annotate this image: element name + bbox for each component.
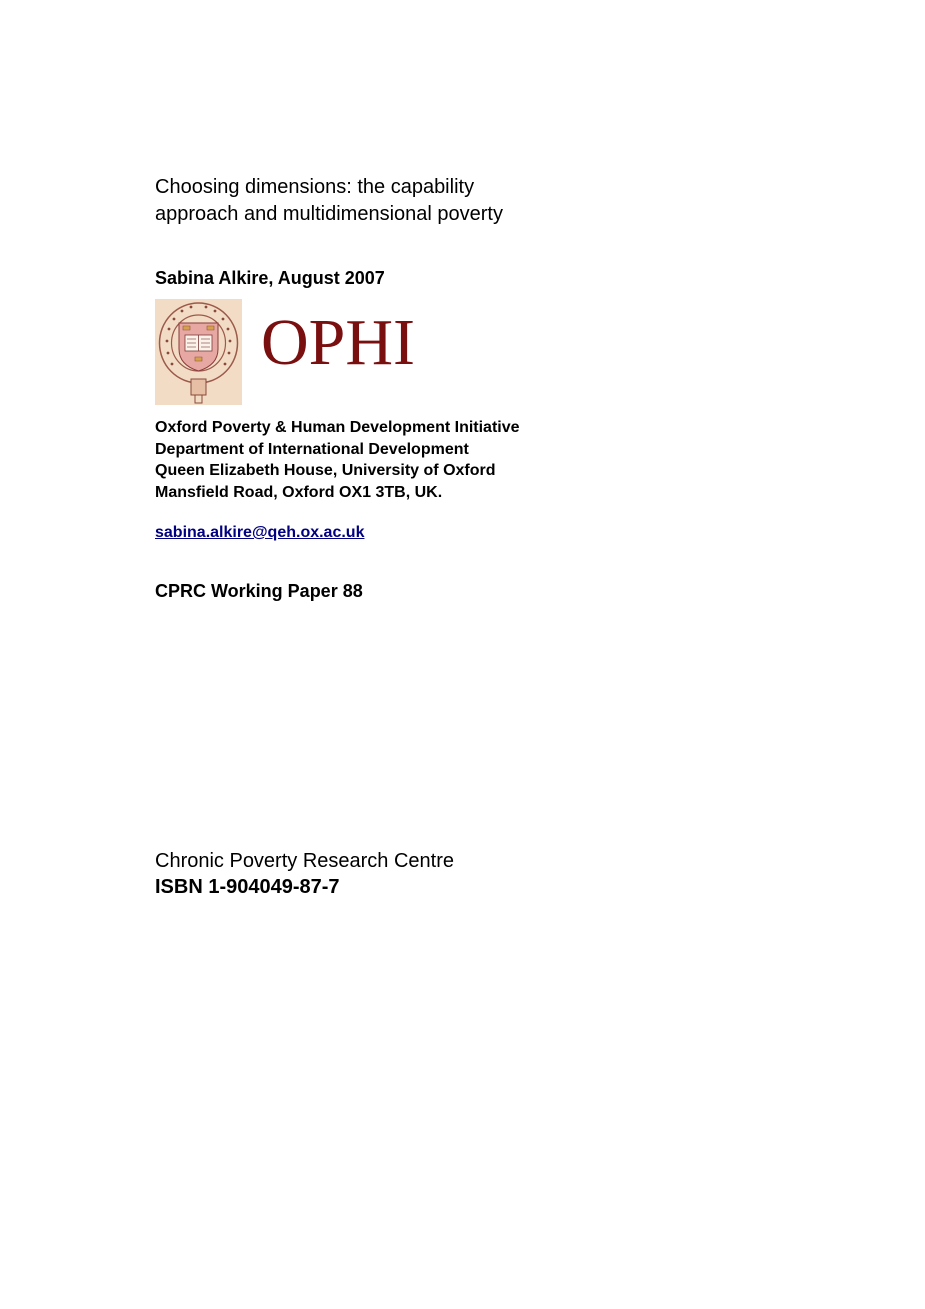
address-line-3: Queen Elizabeth House, University of Oxford [155,462,496,479]
author-email-link[interactable]: sabina.alkire@qeh.ox.ac.uk [155,524,365,541]
address-line-4: Mansfield Road, Oxford OX1 3TB, UK. [155,483,443,501]
address-line-2: Department of International Development [155,440,469,458]
title-line-2: approach and multidimensional poverty [155,203,503,225]
publisher-name: Chronic Poverty Research Centre [155,850,455,872]
working-paper-number: CPRC Working Paper 88 [155,581,363,601]
institution-address [155,417,520,503]
title-line-1: Choosing dimensions: the capability [155,176,475,198]
author-date: Sabina Alkire, August 2007 [155,268,385,288]
paper-title [155,174,755,228]
ophi-logo-text: OPHI [261,306,416,379]
isbn-number: ISBN 1-904049-87-7 [155,876,340,898]
oxford-crest-logo [155,299,242,405]
address-line-1: Oxford Poverty & Human Development Initiative [155,419,520,436]
